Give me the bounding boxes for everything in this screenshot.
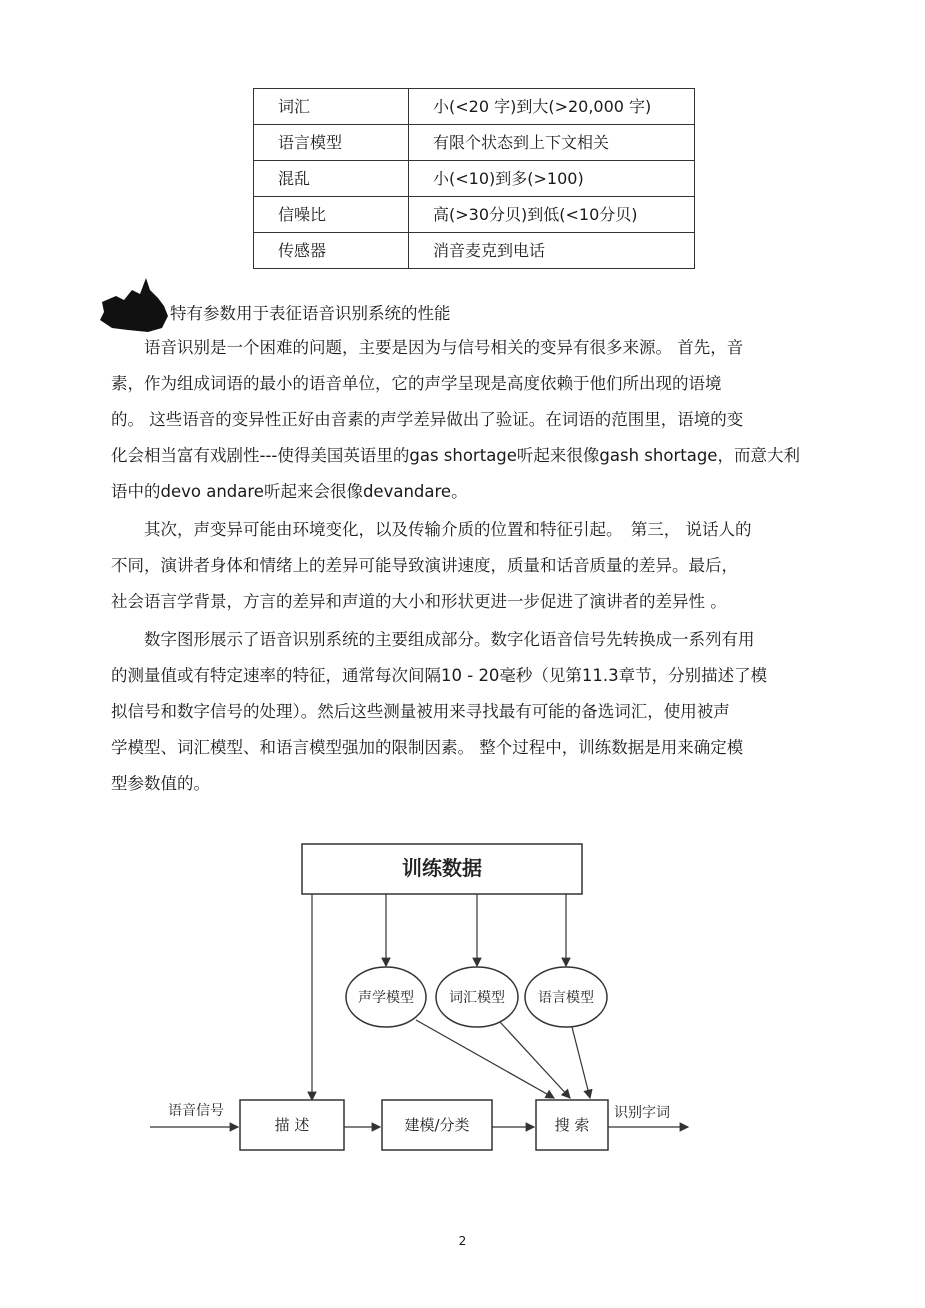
redaction-blot xyxy=(98,276,170,334)
table-cell-range: 有限个状态到上下文相关 xyxy=(409,125,695,161)
table-cell-range: 高(>30分贝)到低(<10分贝) xyxy=(409,197,695,233)
table-cell-range: 小(<10)到多(>100) xyxy=(409,161,695,197)
text-line: 学模型、词汇模型、和语言模型强加的限制因素。 整个过程中，训练数据是用来确定模 xyxy=(111,738,744,757)
table-row xyxy=(254,161,695,197)
table-row xyxy=(254,89,695,125)
text-line: 的。 这些语音的变异性正好由音素的声学差异做出了验证。在词语的范围里，语境的变 xyxy=(111,410,744,429)
search-label: 搜 索 xyxy=(554,1116,590,1134)
acoustic-model-label: 声学模型 xyxy=(358,990,414,1006)
language-model-label: 语言模型 xyxy=(538,990,594,1006)
paragraph-system-components xyxy=(111,622,842,802)
paragraph-speaker-variability xyxy=(111,512,842,620)
text-line: 语音识别是一个困难的问题，主要是因为与信号相关的变异有很多来源。 首先，音 xyxy=(111,338,744,357)
parameter-table xyxy=(253,88,695,269)
text-line: 拟信号和数字信号的处理）。然后这些测量被用来寻找最有可能的备选词汇，使用被声 xyxy=(111,702,730,721)
arrow-language-to-search xyxy=(572,1027,590,1098)
speech-recognition-diagram xyxy=(150,830,710,1160)
paragraph-phoneme-variability xyxy=(111,330,842,510)
text-line: 不同，演讲者身体和情绪上的差异可能导致演讲速度，质量和话音质量的差异。最后， xyxy=(111,556,738,575)
table-cell-parameter: 传感器 xyxy=(254,233,409,269)
text-line: 数字图形展示了语音识别系统的主要组成部分。数字化语音信号先转换成一系列有用 xyxy=(111,630,755,649)
describe-label: 描 述 xyxy=(274,1116,310,1134)
table-cell-range: 小(<20 字)到大(>20,000 字) xyxy=(409,89,695,125)
text-line: 的测量值或有特定速率的特征，通常每次间隔10 - 20毫秒（见第11.3章节，分别描述了模 xyxy=(111,666,768,685)
table-cell-parameter: 词汇 xyxy=(254,89,409,125)
table-cell-parameter: 混乱 xyxy=(254,161,409,197)
table-cell-range: 消音麦克到电话 xyxy=(409,233,695,269)
training-data-label: 训练数据 xyxy=(402,856,482,880)
table-cell-parameter: 信噪比 xyxy=(254,197,409,233)
text-line: 社会语言学背景，方言的差异和声道的大小和形状更进一步促进了演讲者的差异性 。 xyxy=(111,592,727,611)
text-line: 其次，声变异可能由环境变化，以及传输介质的位置和特征引起。 第三， 说话人的 xyxy=(111,520,752,539)
table-cell-parameter: 语言模型 xyxy=(254,125,409,161)
table-caption: 特有参数用于表征语音识别系统的性能 xyxy=(170,304,451,323)
model-classify-label: 建模/分类 xyxy=(404,1116,470,1134)
lexical-model-label: 词汇模型 xyxy=(449,990,505,1006)
recognized-words-label: 识别字词 xyxy=(614,1105,670,1121)
text-line: 型参数值的。 xyxy=(111,774,210,793)
text-line: 语中的devo andare听起来会很像devandare。 xyxy=(111,482,468,501)
text-line: 素，作为组成词语的最小的语音单位，它的声学呈现是高度依赖于他们所出现的语境 xyxy=(111,374,722,393)
page-number: 2 xyxy=(458,1234,467,1248)
table-row xyxy=(254,125,695,161)
text-line: 化会相当富有戏剧性---使得美国英语里的gas shortage听起来很像gash shortage，而意大利 xyxy=(111,446,800,465)
table-row xyxy=(254,233,695,269)
table-row xyxy=(254,197,695,233)
speech-signal-label: 语音信号 xyxy=(168,1103,224,1119)
